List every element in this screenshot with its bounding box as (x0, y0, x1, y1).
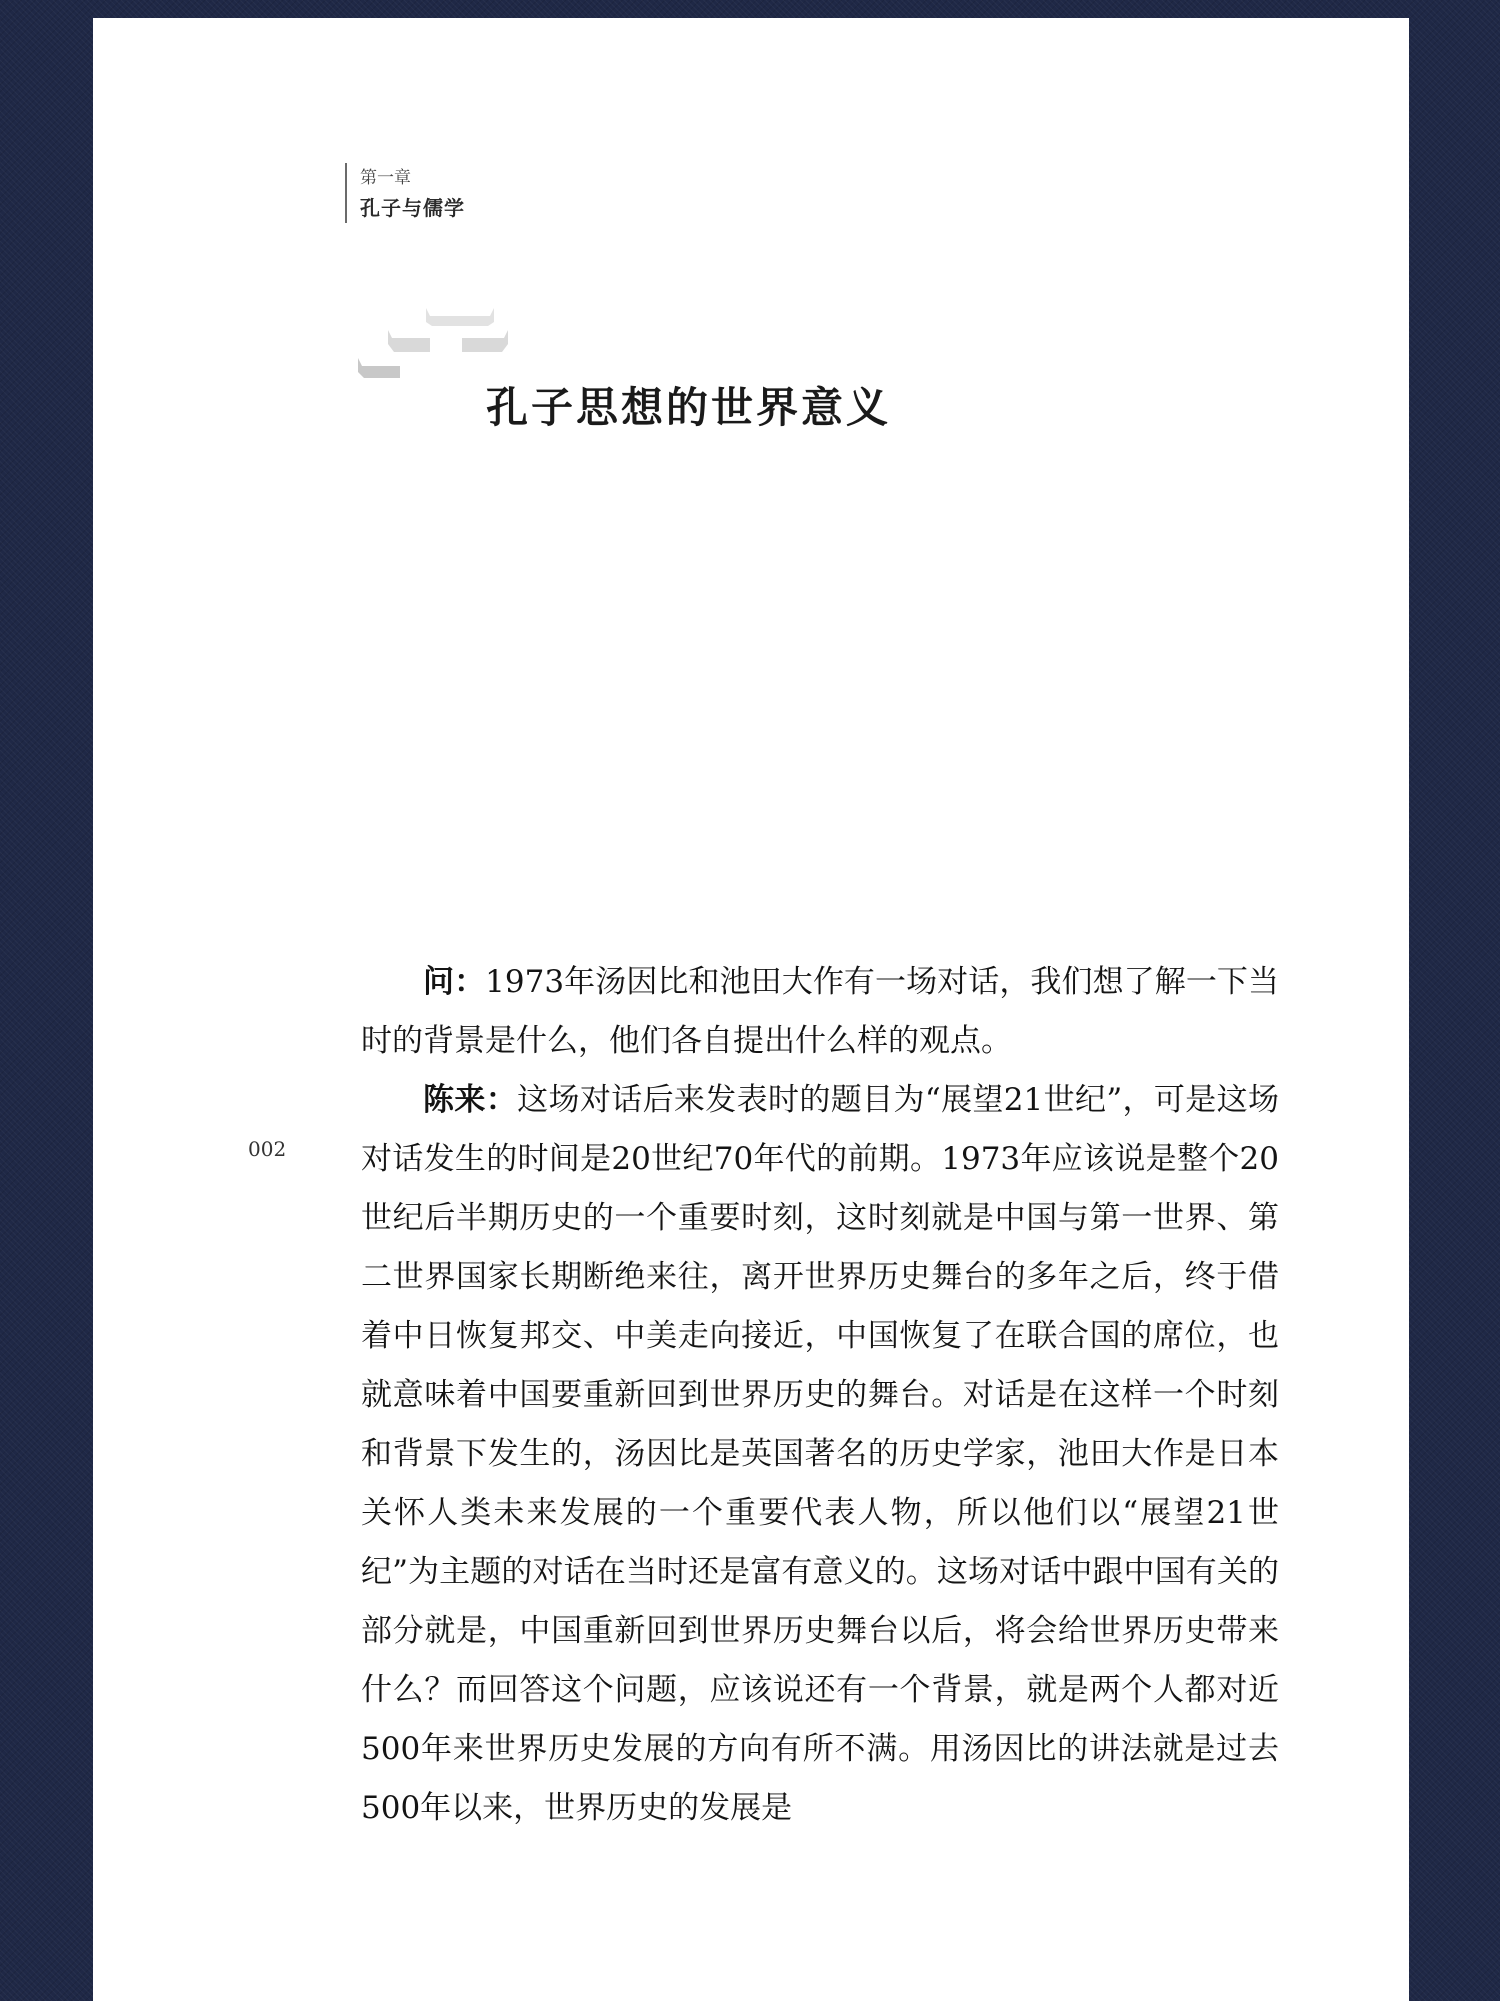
running-head (345, 163, 465, 223)
paragraph-answer (361, 1071, 1279, 1838)
roof-ornament-icon (358, 308, 528, 388)
speaker-label: 问： (423, 964, 486, 1000)
paragraph-text: 1973年汤因比和池田大作有一场对话，我们想了解一下当时的背景是什么，他们各自提出什么样的观点。 (361, 964, 1280, 1059)
speaker-label: 陈来： (423, 1082, 518, 1118)
page-number: 002 (248, 1137, 287, 1161)
paragraph-question (361, 953, 1279, 1071)
book-page (93, 18, 1409, 2001)
chapter-label: 第一章 (360, 168, 411, 188)
body-text (361, 953, 1279, 1838)
paragraph-text: 这场对话后来发表时的题目为“展望21世纪”，可是这场对话发生的时间是20世纪70年代的前期。1973年应该说是整个20世纪后半期历史的一个重要时刻，这时刻就是中国与第一世界、第二世界国家长期断绝来往，离开世界历史舞台的多年之后，终于借着中日恢复邦交、中美走向接近，中国恢复了在联合国的席位，也就意味着中国要重新回到世界历史的舞台。对话是在这样一个时刻和背景下发生的，汤因比是英国著名的历史学家，池田大作是日本关怀人类未来发展的一个重要代表人物，所以他们以“展望21世纪”为主题的对话在当时还是富有意义的。这场对话中跟中国有关的部分就是，中国重新回到世界历史舞台以后，将会给世界历史带来什么？而回答这个问题，应该说还有一个背景，就是两个人都对近500年来世界历史发展的方向有所不满。用汤因比的讲法就是过去500年以来，世界历史的发展是 (361, 1082, 1280, 1826)
chapter-title: 孔子与儒学 (360, 196, 465, 220)
section-title: 孔子思想的世界意义 (486, 383, 892, 432)
